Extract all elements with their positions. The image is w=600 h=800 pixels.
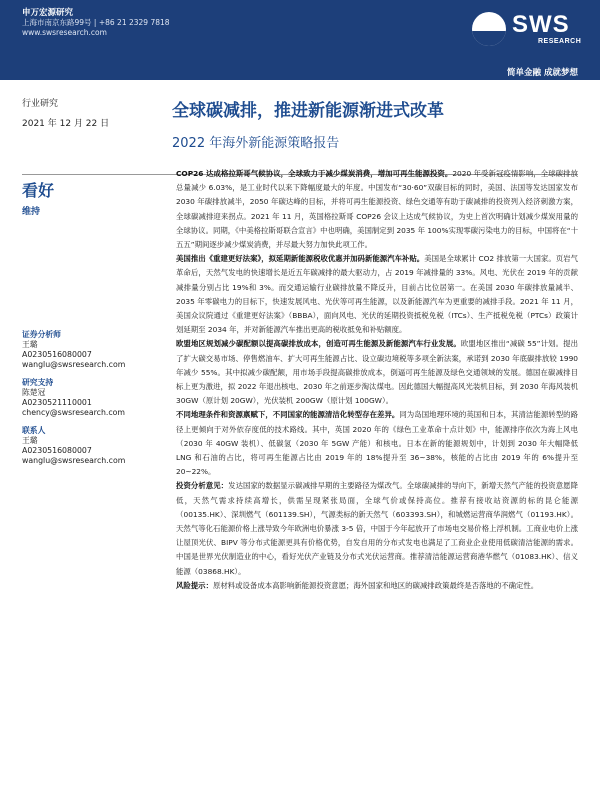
logo-text: SWS [512,11,570,38]
page-title: 全球碳减排，推进新能源渐进式改革 [172,101,444,121]
paragraph-text: 美国是全球累计 CO2 排放第一大国家。页岩气革命后，天然气发电的快速增长是近五年碳减排的最大驱动力，占 2019 年减排量的 33%。风电、光伏在 2019 年的贡献减排量分别占比 19%和 3%。而交通运输行业碳排放量不降反升，目前占比位居第一。在美国 2030 年碳排放量减半、2035 年零碳电力的目标下，快速发展风电、光伏等可再生能源，以及新能源汽车为更重要的减排手段。2021 年 11 月，美国众议院通过《重建更好法案》（BBBA），面向风电、光伏的延期投资抵税免税（ITCs）、生产抵税免税（PTCs）政策计划延期至 2034 年，并对新能源汽车推出更高的税收抵免和补贴额度。 [176,254,578,335]
report-date: 2021 年 12 月 22 日 [22,119,110,129]
contact-name: 王璐 [22,340,38,349]
paragraph-text: 同为岛国地理环境的英国和日本，其清洁能源转型的路径上更倾向于对外依存度低的技术路线。其中，英国 2020 年的《绿色工业革命十点计划》中，能源排序依次为海上风电（2030 年 40GW 装机）、低碳氢（2030 年 5GW 产能）和核电。日本在新的能源规划中，计划到 2030 年大幅降低 LNG 和石油的占比，将可再生能源占比由 2019 年的 18%提升至 36~38%，核能的占比由 2019 年的 6%提升至 20~22%。 [176,410,578,477]
logo-mark-icon [472,12,506,46]
rating-status: 维持 [22,207,41,217]
slogan: 简单金融 成就梦想 [507,68,578,78]
page-subtitle: 2022 年海外新能源策略报告 [172,136,340,151]
contact-id: A0230516080007 [22,350,92,359]
contact-email[interactable]: wanglu@swsresearch.com [22,456,126,465]
body-paragraph [176,167,578,252]
contact-id: A0230521110001 [22,398,92,407]
paragraph-lead: 美国推出《重建更好法案》，拟延期新能源税收优惠并加码新能源汽车补贴。 [176,254,425,264]
contact-head: 研究支持 [22,378,54,387]
body-paragraph [176,337,578,408]
contact-id: A0230516080007 [22,446,92,455]
firm-name: 申万宏源研究 [22,8,74,18]
paragraph-lead: 投资分析意见： [176,481,229,491]
rating-label: 看好 [22,181,55,200]
paragraph-lead: 欧盟地区规划减少碳配额以提高碳排放成本，创造可再生能源及新能源汽车行业发展。 [176,339,461,349]
contact-head: 证券分析师 [22,330,61,339]
paragraph-lead: 风险提示： [176,580,213,590]
report-category: 行业研究 [22,99,59,109]
header-banner [0,0,600,80]
logo-subtext: RESEARCH [538,38,582,45]
firm-website[interactable]: www.swsresearch.com [22,28,107,37]
paragraph-lead: 不同地理条件和资源禀赋下，不同国家的能源清洁化转型存在差异。 [176,410,400,420]
contact-name: 王璐 [22,436,38,445]
sws-logo [472,8,582,52]
paragraph-text: 原材料或设备成本高影响新能源投资意愿；海外国家和地区的碳减排政策最终是否落地的不确定性。 [212,580,539,590]
body-paragraph [176,479,578,578]
contact-head: 联系人 [22,426,46,435]
contact-email[interactable]: wanglu@swsresearch.com [22,360,126,369]
paragraph-text: 发达国家的数据显示碳减排早期的主要路径为煤改气。全球碳减排的导向下，新增天然气产能的投资意愿降低，天然气需求持续高增长，供需呈现紧张局面，全球气价或保持高位。推荐有接收站资源的标的昆仑能源（00135.HK）、深圳燃气（601139.SH），气源类标的新天然气（603393.SH），和城燃运营商华润燃气（01193.HK）。天然气等化石能源价格上涨导致今年欧洲电价暴涨 3-5 倍，中国于今年起放开了市场电交易价格上浮机制。工商业电价上涨让屋顶光伏、BIPV 等分布式能源更具有价格优势，自发自用的分布式发电也满足了工商业企业使用低碳清洁能源的需求。中国是世界光伏制造业的中心，看好光伏产业链及分布式光伏运营商。推荐清洁能源运营商港华燃气（01083.HK）、信义能源（03868.HK）。 [176,481,578,576]
body-paragraph [176,579,578,593]
contact-support [22,378,162,418]
contact-email[interactable]: chency@swsresearch.com [22,408,126,417]
contact-name: 陈楚冠 [22,388,46,397]
contact-analyst [22,330,162,370]
body-paragraph [176,408,578,479]
paragraph-lead: COP26 达成格拉斯哥气候协议，全球致力于减少煤炭消费，增加可再生能源投资。 [176,169,453,178]
contacts-panel [22,330,162,474]
paragraph-text: 2020 年受新冠疫情影响，全球碳排放总量减少 6.03%，是工业时代以来下降幅度最大的年度。中国发布“30·60”双碳目标的同时，美国、法国等发达国家发布 2030 年碳排放减半，2050 年碳达峰的目标，并将可再生能源投资、绿色交通等有助于碳减排的投资列入经济刺激方案，全球碳减排迎来拐点。2021 年 11 月，英国格拉斯哥 COP26 会议上达成气候协议，为史上首次明确计划减少煤炭用量的全球协议。同期，《中美格拉斯哥联合宣言》中也明确，美国制定到 2035 年 100%实现零碳污染电力的目标，中国将在“十五五”期间逐步减少煤炭消费，并尽最大努力加快此项工作。 [176,169,578,250]
report-body [176,167,578,593]
contact-person [22,426,162,466]
paragraph-text: 欧盟地区推出“减碳 55”计划。提出了扩大碳交易市场、停售燃油车、扩大可再生能源占比、设立碳边境税等多项全新法案，承诺到 2030 年底碳排放较 1990 年减少 55%。其中拟减少碳配额，用市场手段提高碳排放成本，倒逼可再生能源及绿色交通领域的发展。德国在碳减排目标上更为激进，拟 2022 年退出核电、2030 年之前逐步淘汰煤电。因此德国大幅提高风光装机目标，到 2030 年海风装机 30GW（原计划 20GW），光伏装机 200GW（原计划 100GW）。 [176,339,578,406]
body-paragraph [176,252,578,337]
firm-address: 上海市南京东路99号 | +86 21 2329 7818 [22,18,170,27]
